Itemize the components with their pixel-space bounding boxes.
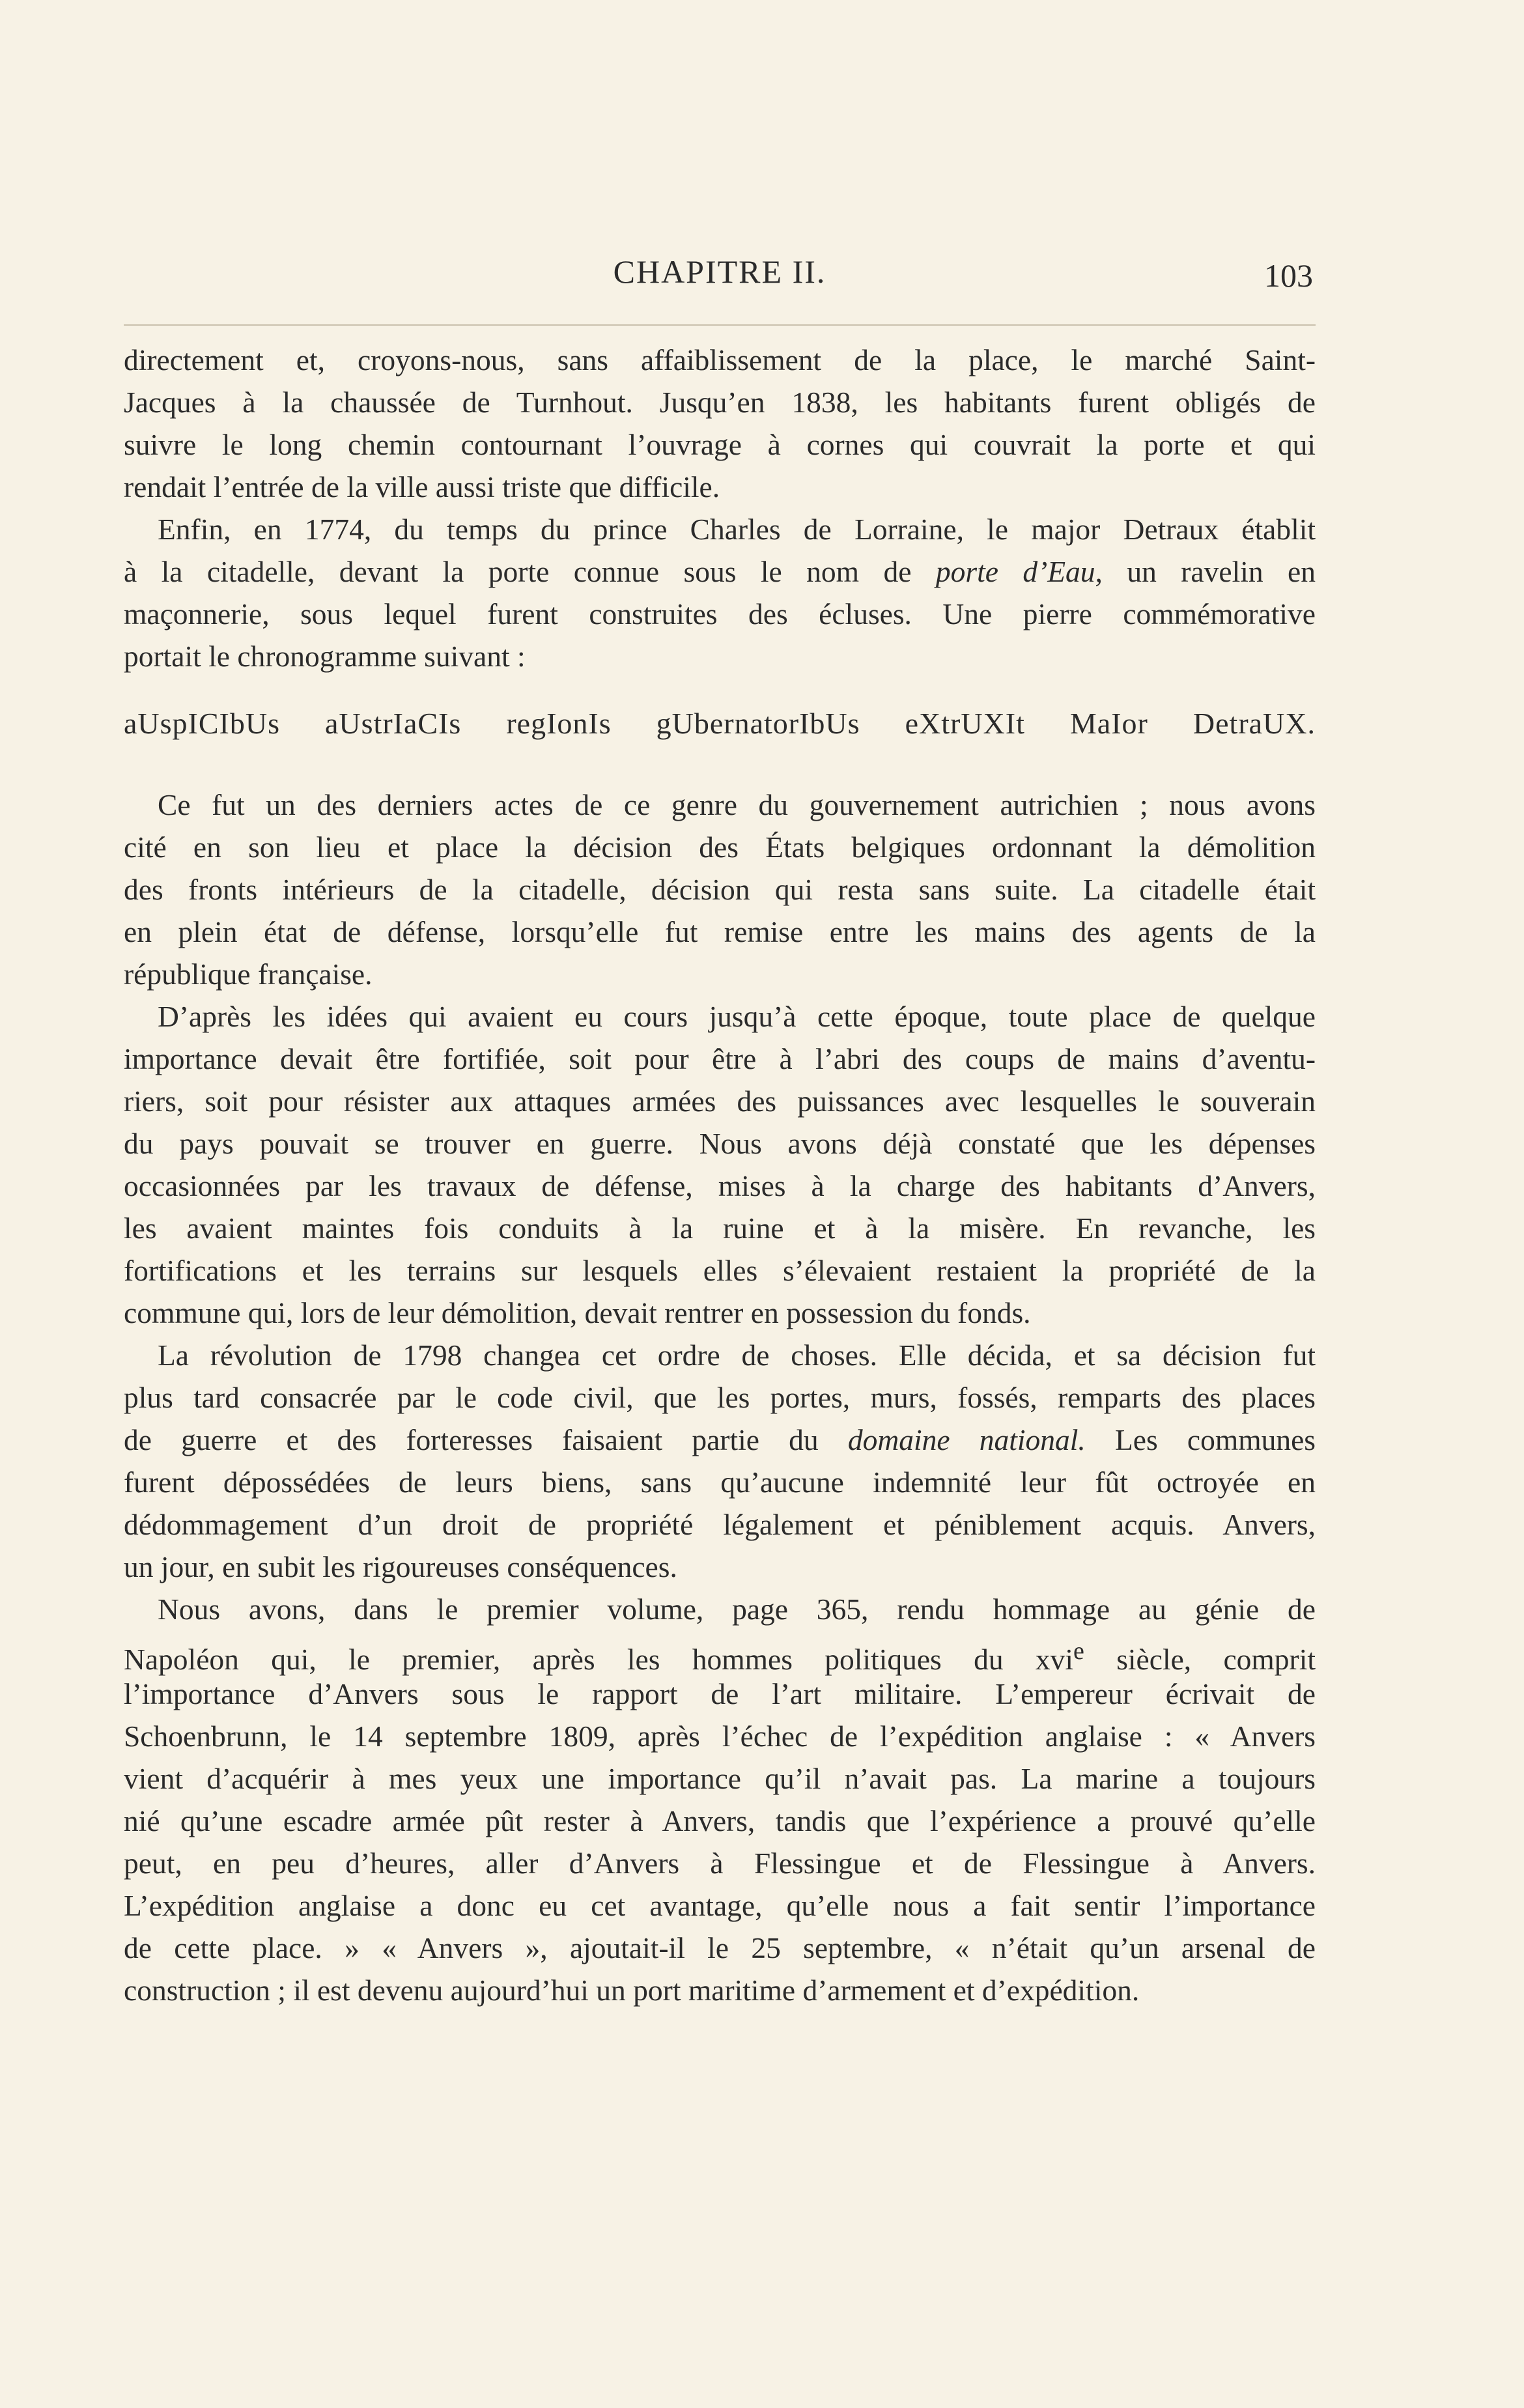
text-line: rendait l’entrée de la ville aussi triste que difficile. <box>124 470 720 503</box>
chronogram: aUspICIbUs aUstrIaCIs regIonIs gUbernatorIbUs eXtrUXIt MaIor DetraUX. <box>124 707 1316 740</box>
text-line: importance devait être fortifiée, soit pour être à l’abri des coups de mains d’aventu- <box>124 1042 1316 1075</box>
header-rule <box>124 324 1316 326</box>
text-line: Nous avons, dans le premier volume, page 365, rendu hommage au génie de <box>158 1593 1316 1626</box>
text-line: cité en son lieu et place la décision des États belgiques ordonnant la démolition <box>124 830 1316 864</box>
text-line: La révolution de 1798 changea cet ordre de choses. Elle décida, et sa décision fut <box>158 1339 1316 1372</box>
text-line: plus tard consacrée par le code civil, que les portes, murs, fossés, remparts des places <box>124 1381 1316 1414</box>
text-line: construction ; il est devenu aujourd’hui un port maritime d’armement et d’expédition. <box>124 1974 1140 2007</box>
text-line: du pays pouvait se trouver en guerre. Nous avons déjà constaté que les dépenses <box>124 1127 1316 1160</box>
text-segment: de guerre et des forteresses faisaient partie du <box>124 1423 848 1456</box>
text-segment: Les communes <box>1085 1423 1316 1456</box>
running-head: CHAPITRE II. <box>613 253 826 290</box>
text-line: directement et, croyons-nous, sans affaiblissement de la place, le marché Saint- <box>124 343 1316 376</box>
text-line: dédommagement d’un droit de propriété légalement et péniblement acquis. Anvers, <box>124 1508 1316 1541</box>
text-line: en plein état de défense, lorsqu’elle fut remise entre les mains des agents de la <box>124 915 1316 948</box>
text-line: des fronts intérieurs de la citadelle, décision qui resta sans suite. La citadelle était <box>124 873 1316 906</box>
body-text <box>124 339 1316 2011</box>
text-line: Schoenbrunn, le 14 septembre 1809, après l’échec de l’expédition anglaise : « Anvers <box>124 1720 1316 1753</box>
text-line <box>124 1419 1316 1461</box>
text-line: Jacques à la chaussée de Turnhout. Jusqu’en 1838, les habitants furent obligés de <box>124 386 1316 419</box>
text-line: nié qu’une escadre armée pût rester à Anvers, tandis que l’expérience a prouvé qu’elle <box>124 1804 1316 1837</box>
text-line: portait le chronogramme suivant : <box>124 640 526 673</box>
superscript: e <box>1073 1637 1084 1665</box>
text-line: fortifications et les terrains sur lesquels elles s’élevaient restaient la propriété de la <box>124 1254 1316 1287</box>
text-line: de cette place. » « Anvers », ajoutait-il le 25 septembre, « n’était qu’un arsenal de <box>124 1931 1316 1964</box>
page-header <box>124 253 1316 298</box>
text-line <box>124 550 1316 593</box>
text-segment: à la citadelle, devant la porte connue sous le nom de <box>124 555 936 588</box>
text-line: riers, soit pour résister aux attaques armées des puissances avec lesquelles le souverain <box>124 1084 1316 1118</box>
text-segment: un ravelin en <box>1102 555 1316 588</box>
text-line: république française. <box>124 957 373 991</box>
text-line: maçonnerie, sous lequel furent construites des écluses. Une pierre commémorative <box>124 597 1316 630</box>
text-line: commune qui, lors de leur démolition, devait rentrer en possession du fonds. <box>124 1296 1031 1329</box>
text-line: Enfin, en 1774, du temps du prince Charles de Lorraine, le major Detraux établit <box>158 513 1316 546</box>
page-number: 103 <box>1264 257 1313 294</box>
text-line: peut, en peu d’heures, aller d’Anvers à Flessingue et de Flessingue à Anvers. <box>124 1847 1316 1880</box>
text-line: vient d’acquérir à mes yeux une importance qu’il n’avait pas. La marine a toujours <box>124 1762 1316 1795</box>
italic-term: porte d’Eau, <box>935 555 1103 588</box>
text-line: un jour, en subit les rigoureuses conséquences. <box>124 1550 677 1583</box>
text-line: furent dépossédées de leurs biens, sans qu’aucune indemnité leur fût octroyée en <box>124 1466 1316 1499</box>
text-segment: siècle, comprit <box>1084 1643 1316 1677</box>
italic-term: domaine national. <box>847 1423 1086 1456</box>
text-line: les avaient maintes fois conduits à la ruine et à la misère. En revanche, les <box>124 1211 1316 1245</box>
text-line: occasionnées par les travaux de défense, mises à la charge des habitants d’Anvers, <box>124 1169 1316 1202</box>
text-segment: Napoléon qui, le premier, après les hommes politiques du xvi <box>124 1643 1074 1677</box>
text-line: Ce fut un des derniers actes de ce genre du gouvernement autrichien ; nous avons <box>158 788 1316 821</box>
text-line: l’importance d’Anvers sous le rapport de l’art militaire. L’empereur écrivait de <box>124 1677 1316 1710</box>
text-line: suivre le long chemin contournant l’ouvrage à cornes qui couvrait la porte et qui <box>124 428 1316 461</box>
text-line: D’après les idées qui avaient eu cours jusqu’à cette époque, toute place de quelque <box>158 1000 1316 1033</box>
text-line <box>124 1630 1316 1677</box>
text-line: L’expédition anglaise a donc eu cet avantage, qu’elle nous a fait sentir l’importance <box>124 1889 1316 1922</box>
